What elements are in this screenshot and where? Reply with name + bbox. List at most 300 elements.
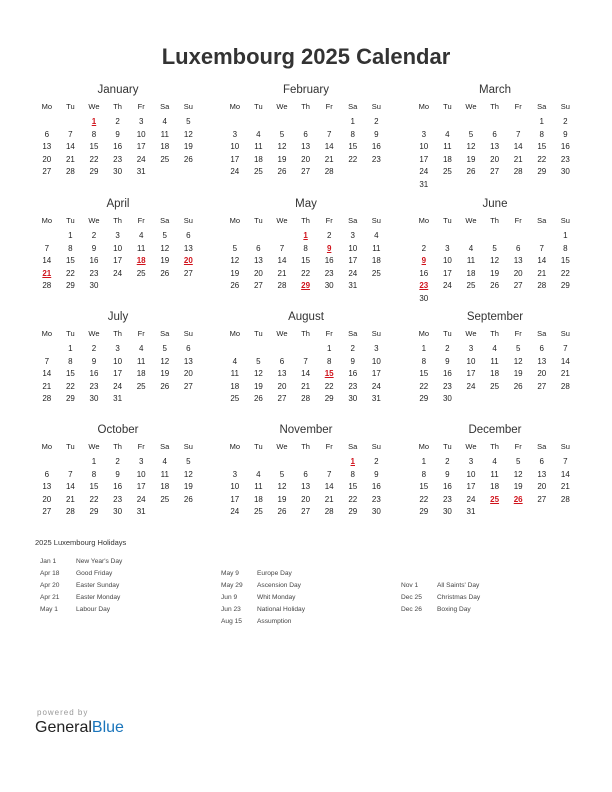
day-cell: 30 <box>89 281 99 290</box>
day-cell <box>436 116 460 129</box>
weekday-label: Sa <box>348 102 358 111</box>
week-row <box>412 293 578 306</box>
holiday-date: Jun 9 <box>221 594 238 601</box>
day-cell: 24 <box>230 507 240 516</box>
day-cell: 2 <box>374 457 379 466</box>
day-cell: 24 <box>442 281 452 290</box>
weekday-label: We <box>276 442 288 451</box>
day-cell: 19 <box>513 482 523 491</box>
day-cell <box>530 506 554 519</box>
weekday-label: Su <box>183 102 193 111</box>
day-cell: 29 <box>65 281 75 290</box>
day-cell: 21 <box>65 154 75 164</box>
day-cell: 11 <box>230 369 239 378</box>
day-cell: 31 <box>466 507 476 516</box>
holiday-row <box>40 580 122 592</box>
day-cell: 10 <box>230 142 240 151</box>
day-cell: 8 <box>326 356 332 366</box>
holiday-name: National Holiday <box>257 606 306 613</box>
day-cell: 17 <box>113 369 123 378</box>
week-row <box>412 356 578 369</box>
day-cell: 1 <box>563 231 568 240</box>
weekday-label: Su <box>560 216 570 225</box>
day-cell <box>554 506 578 519</box>
week-row <box>223 343 389 356</box>
day-cell: 3 <box>138 117 144 126</box>
day-cell <box>530 293 554 306</box>
week-row <box>223 481 389 494</box>
weekday-label: Fr <box>514 216 522 225</box>
weekday-label: Su <box>183 442 193 451</box>
brand-blue: Blue <box>91 719 124 736</box>
holiday-day-cell: 26 <box>513 494 523 504</box>
day-cell: 31 <box>136 167 146 176</box>
day-cell: 15 <box>348 142 358 151</box>
day-cell <box>177 280 201 293</box>
powered-by-label: powered by <box>37 708 89 717</box>
day-cell: 16 <box>419 268 429 278</box>
day-cell: 13 <box>301 142 311 151</box>
day-cell <box>506 116 530 129</box>
day-cell <box>270 456 294 469</box>
weekday-label: Su <box>560 442 570 451</box>
day-cell: 17 <box>348 256 358 265</box>
day-cell: 15 <box>560 256 570 265</box>
weekday-label: Th <box>113 442 122 451</box>
day-cell: 28 <box>513 167 523 176</box>
day-cell: 22 <box>65 381 75 391</box>
day-cell: 23 <box>113 154 123 164</box>
week-row <box>412 243 578 256</box>
week-row <box>223 356 389 369</box>
weekday-label: Fr <box>325 329 333 338</box>
day-cell: 25 <box>466 281 476 290</box>
day-cell: 17 <box>419 154 429 164</box>
day-cell: 6 <box>44 469 50 479</box>
weekday-label: We <box>88 442 100 451</box>
day-cell: 29 <box>537 167 547 176</box>
day-cell: 5 <box>186 117 191 126</box>
day-cell: 16 <box>371 142 381 151</box>
weekday-label: Tu <box>66 216 75 225</box>
weekday-label: Su <box>371 216 381 225</box>
week-row <box>223 166 389 179</box>
holiday-row <box>401 580 480 592</box>
day-cell: 10 <box>230 482 240 491</box>
day-cell: 10 <box>348 243 358 253</box>
week-row <box>223 129 389 142</box>
day-cell: 13 <box>513 256 523 265</box>
day-cell <box>129 280 153 293</box>
day-cell <box>223 230 247 243</box>
week-row <box>223 255 389 268</box>
weekday-header <box>223 327 389 340</box>
day-cell: 22 <box>537 154 547 164</box>
month-name: March <box>479 84 511 96</box>
day-cell <box>59 116 83 129</box>
weekday-header <box>412 100 578 113</box>
day-cell: 29 <box>89 507 99 516</box>
month-name: April <box>106 198 130 210</box>
day-cell: 25 <box>490 381 500 391</box>
holiday-row <box>221 604 305 616</box>
day-cell: 27 <box>301 167 311 176</box>
weekday-label: Th <box>490 102 499 111</box>
day-cell: 30 <box>324 281 334 290</box>
day-cell: 5 <box>492 243 497 253</box>
weekday-label: Tu <box>254 102 263 111</box>
weekday-label: Th <box>490 216 499 225</box>
weekday-label: Fr <box>514 329 522 338</box>
day-cell: 18 <box>490 482 500 491</box>
weekday-label: Tu <box>254 216 263 225</box>
day-cell: 15 <box>89 482 99 491</box>
day-cell: 2 <box>115 117 120 126</box>
weekday-label: Tu <box>254 442 263 451</box>
day-cell: 3 <box>468 344 474 353</box>
day-cell: 2 <box>563 117 568 126</box>
day-cell: 30 <box>442 394 452 403</box>
day-cell: 30 <box>560 167 570 176</box>
day-cell: 28 <box>65 507 75 516</box>
month-may <box>223 197 389 293</box>
week-row <box>35 506 201 519</box>
day-cell: 28 <box>560 381 570 391</box>
day-cell: 20 <box>301 154 311 164</box>
day-cell: 2 <box>374 117 379 126</box>
week-row <box>223 456 389 469</box>
week-row <box>35 494 201 507</box>
day-cell <box>483 179 507 192</box>
day-cell: 17 <box>371 369 381 378</box>
day-cell: 1 <box>350 117 355 126</box>
day-cell <box>554 179 578 192</box>
day-cell: 27 <box>301 507 311 516</box>
day-cell: 25 <box>160 154 170 164</box>
weekday-label: Th <box>301 216 310 225</box>
day-cell <box>317 116 341 129</box>
day-cell: 12 <box>513 469 523 479</box>
holiday-row <box>221 568 305 580</box>
weekday-label: Mo <box>41 329 52 338</box>
day-cell: 4 <box>162 457 167 466</box>
day-cell <box>247 116 271 129</box>
day-cell <box>59 456 83 469</box>
day-cell: 20 <box>537 369 547 378</box>
day-cell: 13 <box>537 356 547 366</box>
day-cell: 3 <box>232 469 238 479</box>
day-cell: 1 <box>421 344 427 353</box>
weekday-label: Sa <box>160 216 170 225</box>
day-cell: 31 <box>348 281 358 290</box>
day-cell: 8 <box>91 129 97 139</box>
holiday-day-cell: 20 <box>183 256 193 265</box>
day-cell: 5 <box>162 231 167 240</box>
day-cell: 12 <box>466 142 476 151</box>
day-cell: 25 <box>442 167 452 176</box>
day-cell: 12 <box>277 482 287 491</box>
day-cell: 14 <box>65 482 75 491</box>
weekday-label: We <box>88 216 100 225</box>
weekday-label: Mo <box>229 329 240 338</box>
day-cell: 13 <box>183 356 193 366</box>
day-cell: 24 <box>113 381 123 391</box>
day-cell: 26 <box>277 507 287 516</box>
day-cell: 16 <box>348 369 358 378</box>
month-february <box>223 83 389 179</box>
day-cell: 4 <box>492 457 497 466</box>
day-cell: 27 <box>537 381 547 391</box>
day-cell: 6 <box>44 129 50 139</box>
day-cell: 20 <box>537 482 547 491</box>
week-row <box>223 230 389 243</box>
month-august <box>223 310 389 406</box>
week-row <box>412 481 578 494</box>
day-cell: 28 <box>42 281 52 290</box>
month-june <box>412 197 578 305</box>
day-cell: 22 <box>65 268 75 278</box>
week-row <box>223 381 389 394</box>
day-cell: 11 <box>137 356 146 366</box>
day-cell: 22 <box>324 381 334 391</box>
month-april <box>35 197 201 293</box>
month-name: August <box>288 311 324 323</box>
day-cell: 7 <box>44 243 50 253</box>
week-row <box>223 268 389 281</box>
weekday-label: Su <box>183 329 193 338</box>
weekday-header <box>35 100 201 113</box>
day-cell: 30 <box>419 293 429 303</box>
week-row <box>412 381 578 394</box>
day-cell: 4 <box>445 129 450 139</box>
day-cell: 28 <box>324 507 334 516</box>
day-cell: 4 <box>162 117 167 126</box>
day-cell: 20 <box>301 494 311 504</box>
month-november <box>223 423 389 519</box>
day-cell: 14 <box>560 356 570 366</box>
day-cell: 8 <box>350 469 355 479</box>
day-cell: 27 <box>42 507 52 516</box>
day-cell: 20 <box>183 369 193 378</box>
day-cell: 9 <box>374 129 379 139</box>
holiday-date: Nov 1 <box>401 582 419 589</box>
day-cell: 6 <box>303 469 308 479</box>
day-cell: 28 <box>65 167 75 176</box>
day-cell: 24 <box>136 494 146 504</box>
day-cell: 30 <box>113 167 123 176</box>
day-cell: 27 <box>277 394 287 403</box>
day-cell: 30 <box>442 507 452 516</box>
brand-general: General <box>35 719 92 736</box>
day-cell: 5 <box>279 129 285 139</box>
holiday-name: New Year's Day <box>76 558 123 565</box>
day-cell: 5 <box>256 356 261 366</box>
day-cell: 22 <box>89 494 99 504</box>
holiday-day-cell: 29 <box>301 281 311 290</box>
day-cell: 16 <box>113 142 123 151</box>
weekday-label: Su <box>560 102 570 111</box>
day-cell: 22 <box>348 494 358 504</box>
day-cell: 25 <box>253 507 263 516</box>
day-cell: 15 <box>537 142 547 151</box>
day-cell: 9 <box>115 129 120 139</box>
day-cell: 12 <box>183 129 193 139</box>
day-cell: 26 <box>253 394 263 403</box>
day-cell <box>35 456 59 469</box>
day-cell: 18 <box>466 268 476 278</box>
day-cell: 26 <box>160 381 170 391</box>
day-cell: 19 <box>490 268 500 278</box>
day-cell: 29 <box>560 281 570 290</box>
day-cell <box>177 166 201 179</box>
day-cell: 26 <box>230 281 240 290</box>
day-cell: 24 <box>230 167 240 176</box>
holiday-name: Labour Day <box>76 606 111 613</box>
week-row <box>35 343 201 356</box>
day-cell: 16 <box>89 256 99 265</box>
day-cell <box>153 280 177 293</box>
day-cell: 11 <box>160 469 169 479</box>
holiday-row <box>401 592 480 604</box>
day-cell: 6 <box>279 356 285 366</box>
week-row <box>223 368 389 381</box>
day-cell: 21 <box>537 268 547 278</box>
week-row <box>412 280 578 293</box>
day-cell: 18 <box>230 381 240 391</box>
day-cell: 25 <box>136 381 146 391</box>
day-cell: 22 <box>301 268 311 278</box>
day-cell: 22 <box>419 381 429 391</box>
day-cell: 23 <box>89 381 99 391</box>
day-cell <box>223 456 247 469</box>
week-row <box>35 116 201 129</box>
week-row <box>412 141 578 154</box>
day-cell: 27 <box>537 494 547 504</box>
day-cell: 22 <box>348 154 358 164</box>
week-row <box>35 381 201 394</box>
day-cell: 6 <box>256 243 261 253</box>
day-cell: 2 <box>326 231 332 240</box>
weekday-label: Fr <box>137 216 145 225</box>
day-cell: 17 <box>230 494 240 504</box>
day-cell: 7 <box>44 356 50 366</box>
week-row <box>35 456 201 469</box>
holiday-date: Jun 23 <box>221 606 241 613</box>
brand-logo[interactable] <box>35 719 124 737</box>
weekday-label: We <box>276 216 288 225</box>
weekday-label: Tu <box>443 216 452 225</box>
holiday-date: Apr 20 <box>40 582 60 589</box>
day-cell: 14 <box>513 142 523 151</box>
day-cell: 8 <box>421 356 427 366</box>
weekday-label: Mo <box>418 102 429 111</box>
weekday-label: Tu <box>443 442 452 451</box>
weekday-label: Th <box>301 329 310 338</box>
day-cell: 25 <box>371 268 381 278</box>
week-row <box>412 456 578 469</box>
day-cell <box>436 230 460 243</box>
day-cell: 5 <box>232 243 238 253</box>
week-row <box>223 506 389 519</box>
weekday-label: Tu <box>443 329 452 338</box>
holiday-name: Whit Monday <box>257 594 296 601</box>
day-cell: 27 <box>183 268 193 278</box>
day-cell <box>365 166 389 179</box>
weekday-header <box>412 327 578 340</box>
day-cell: 8 <box>421 469 427 479</box>
day-cell: 13 <box>537 469 547 479</box>
day-cell: 7 <box>279 243 285 253</box>
day-cell: 23 <box>113 494 123 504</box>
week-row <box>223 154 389 167</box>
day-cell: 19 <box>230 268 240 278</box>
day-cell: 23 <box>348 381 358 391</box>
day-cell: 17 <box>113 256 123 265</box>
day-cell: 12 <box>253 369 263 378</box>
day-cell: 17 <box>136 482 146 491</box>
day-cell <box>223 343 247 356</box>
month-september <box>412 310 578 406</box>
day-cell: 21 <box>42 381 52 391</box>
week-row <box>412 154 578 167</box>
holiday-row <box>40 568 122 580</box>
day-cell: 7 <box>326 129 332 139</box>
week-row <box>412 393 578 406</box>
day-cell <box>459 116 483 129</box>
day-cell: 7 <box>68 129 73 139</box>
day-cell: 24 <box>371 381 381 391</box>
weekday-label: Tu <box>66 329 75 338</box>
weekday-label: Fr <box>325 102 333 111</box>
day-cell: 24 <box>466 381 476 391</box>
day-cell: 5 <box>162 344 167 353</box>
week-row <box>35 166 201 179</box>
day-cell: 29 <box>89 167 99 176</box>
day-cell: 10 <box>113 356 123 366</box>
day-cell: 13 <box>301 482 311 491</box>
day-cell: 31 <box>113 394 123 403</box>
day-cell <box>506 293 530 306</box>
weekday-header <box>35 214 201 227</box>
day-cell: 19 <box>253 381 263 391</box>
weekday-label: Sa <box>537 216 547 225</box>
day-cell: 13 <box>490 142 500 151</box>
day-cell: 3 <box>232 129 238 139</box>
day-cell: 6 <box>539 344 544 353</box>
day-cell: 9 <box>445 356 450 366</box>
day-cell <box>106 280 130 293</box>
day-cell: 28 <box>537 281 547 290</box>
day-cell: 26 <box>277 167 287 176</box>
day-cell <box>436 293 460 306</box>
month-name: June <box>482 198 508 210</box>
holiday-date: Aug 15 <box>221 618 242 625</box>
month-name: November <box>279 424 333 436</box>
week-row <box>35 481 201 494</box>
day-cell <box>177 393 201 406</box>
weekday-header <box>223 440 389 453</box>
day-cell <box>35 116 59 129</box>
day-cell: 7 <box>563 344 568 353</box>
week-row <box>412 343 578 356</box>
day-cell: 12 <box>513 356 523 366</box>
day-cell: 1 <box>68 344 73 353</box>
month-october <box>35 423 201 519</box>
month-march <box>412 83 578 191</box>
day-cell: 28 <box>560 494 570 504</box>
day-cell: 18 <box>371 256 381 265</box>
day-cell: 11 <box>254 482 263 491</box>
